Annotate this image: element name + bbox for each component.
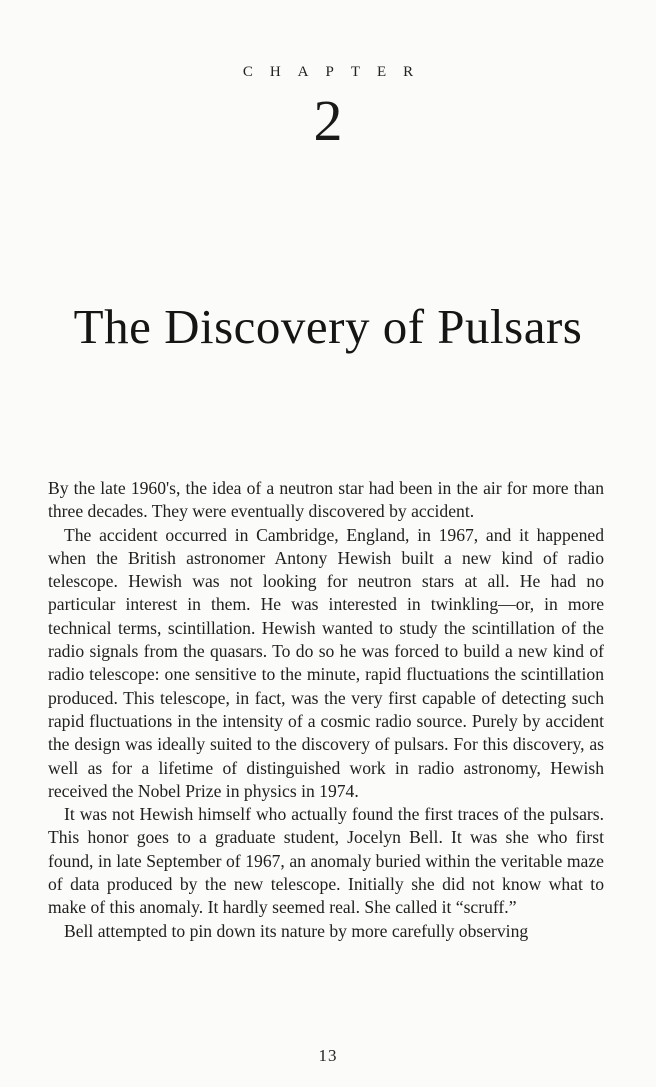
page-number: 13 bbox=[318, 1046, 338, 1065]
chapter-label: CHAPTER bbox=[242, 64, 431, 80]
chapter-title: The Discovery of Pulsars bbox=[73, 299, 583, 354]
paragraph-2: The accident occurred in Cambridge, England, in 1967, and it happened when the British astronomer Antony Hewish built a new kind of radio telescope. Hewish was not looking for neutron stars at all. He had no particular interest in them. He was interested in twinkling—or, in more technical terms, scintillation. Hewish wanted to study the scintillation of the radio signals from the quasars. To do so he was forced to build a new kind of radio telescope: one sensitive to the minute, rapid fluctuations the scintillation produced. This telescope, in fact, was the very first capable of detecting such rapid fluctuations in the intensity of a cosmic radio source. Purely by accident the design was ideally suited to the discovery of pulsars. For this discovery, as well as for a lifetime of distinguished work in radio astronomy, Hewish received the Nobel Prize in physics in 1974. bbox=[48, 524, 604, 801]
paragraph-3: It was not Hewish himself who actually found the first traces of the pulsars. This honor goes to a graduate student, Jocelyn Bell. It was she who first found, in late September of 1967, an anomaly buried within the veritable maze of data produced by the new telescope. Initially she did not know what to make of this anomaly. It hardly seemed real. She called it “scruff.” bbox=[48, 804, 604, 918]
paragraph-1: By the late 1960's, the idea of a neutron star had been in the air for more than three decades. They were eventually discovered by accident. bbox=[48, 478, 604, 522]
paragraph-4: Bell attempted to pin down its nature by more carefully observing bbox=[64, 920, 529, 941]
body-text bbox=[48, 477, 604, 943]
chapter-number: 2 bbox=[313, 88, 343, 153]
